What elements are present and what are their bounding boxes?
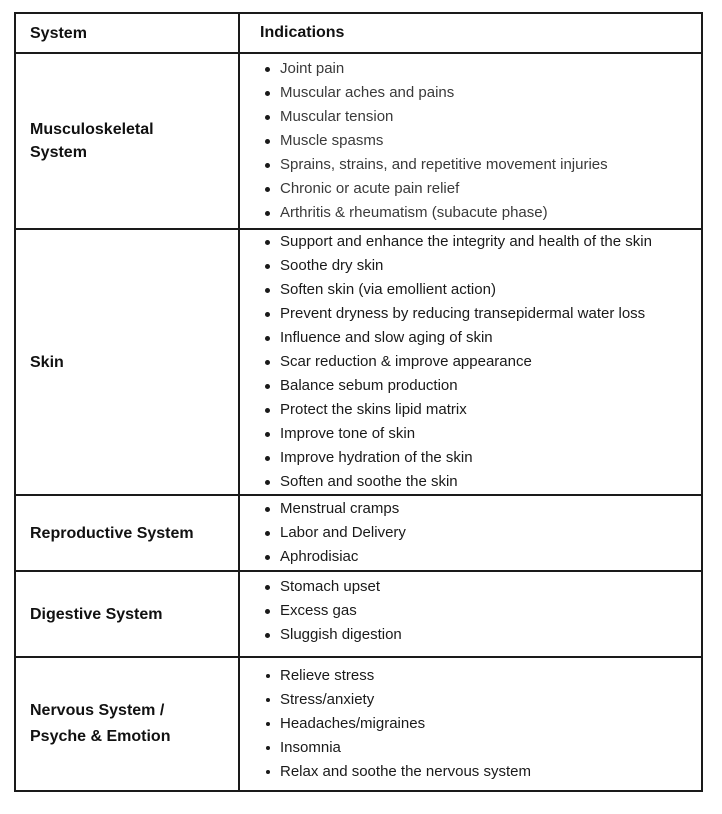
list-item: Protect the skins lipid matrix — [262, 398, 701, 422]
list-item: Labor and Delivery — [262, 521, 701, 545]
indications-table — [14, 12, 703, 792]
system-cell — [16, 658, 240, 790]
list-item: Soften skin (via emollient action) — [262, 278, 701, 302]
system-cell — [16, 230, 240, 494]
list-item: Muscular tension — [262, 105, 701, 129]
list-item: Soften and soothe the skin — [262, 470, 701, 494]
system-cell — [16, 54, 240, 228]
system-label-line: Digestive System — [30, 605, 163, 623]
list-item: Relieve stress — [262, 664, 701, 688]
list-item: Chronic or acute pain relief — [262, 177, 701, 201]
list-item: Joint pain — [262, 57, 701, 81]
table-row-nervous — [16, 658, 701, 790]
table-row-musculoskeletal — [16, 54, 701, 230]
list-item: Improve tone of skin — [262, 422, 701, 446]
indications-list — [262, 497, 701, 569]
list-item: Influence and slow aging of skin — [262, 326, 701, 350]
system-label-line: System — [30, 144, 87, 161]
list-item: Muscle spasms — [262, 129, 701, 153]
system-cell — [16, 496, 240, 570]
indications-cell — [240, 658, 701, 790]
header-indications-label: Indications — [260, 24, 345, 41]
indications-list — [262, 57, 701, 225]
indications-list — [262, 575, 701, 647]
list-item: Muscular aches and pains — [262, 81, 701, 105]
list-item: Stomach upset — [262, 575, 701, 599]
indications-cell — [240, 230, 701, 494]
table-header-row — [16, 14, 701, 54]
system-cell — [16, 572, 240, 656]
header-system-label: System — [30, 24, 87, 42]
list-item: Headaches/migraines — [262, 712, 701, 736]
system-label-line: Psyche & Emotion — [30, 728, 171, 745]
indications-list — [262, 230, 701, 494]
system-label-line: Reproductive System — [30, 524, 194, 542]
list-item: Aphrodisiac — [262, 545, 701, 569]
table-row-reproductive — [16, 496, 701, 572]
list-item: Menstrual cramps — [262, 497, 701, 521]
header-system — [16, 14, 240, 52]
list-item: Prevent dryness by reducing transepidermal water loss — [262, 302, 701, 326]
list-item: Scar reduction & improve appearance — [262, 350, 701, 374]
list-item: Sprains, strains, and repetitive movement injuries — [262, 153, 701, 177]
indications-cell — [240, 54, 701, 228]
indications-cell — [240, 496, 701, 570]
list-item: Stress/anxiety — [262, 688, 701, 712]
system-label-line: Skin — [30, 353, 64, 371]
system-label-line: Nervous System / — [30, 702, 165, 719]
list-item: Soothe dry skin — [262, 254, 701, 278]
list-item: Sluggish digestion — [262, 623, 701, 647]
list-item: Excess gas — [262, 599, 701, 623]
table-row-digestive — [16, 572, 701, 658]
indications-cell — [240, 572, 701, 656]
list-item: Arthritis & rheumatism (subacute phase) — [262, 201, 701, 225]
table-row-skin — [16, 230, 701, 496]
list-item: Balance sebum production — [262, 374, 701, 398]
list-item: Improve hydration of the skin — [262, 446, 701, 470]
header-indications — [240, 14, 701, 52]
indications-list — [262, 664, 701, 784]
list-item: Relax and soothe the nervous system — [262, 760, 701, 784]
system-label-line: Musculoskeletal — [30, 121, 154, 138]
list-item: Support and enhance the integrity and health of the skin — [262, 230, 701, 254]
list-item: Insomnia — [262, 736, 701, 760]
